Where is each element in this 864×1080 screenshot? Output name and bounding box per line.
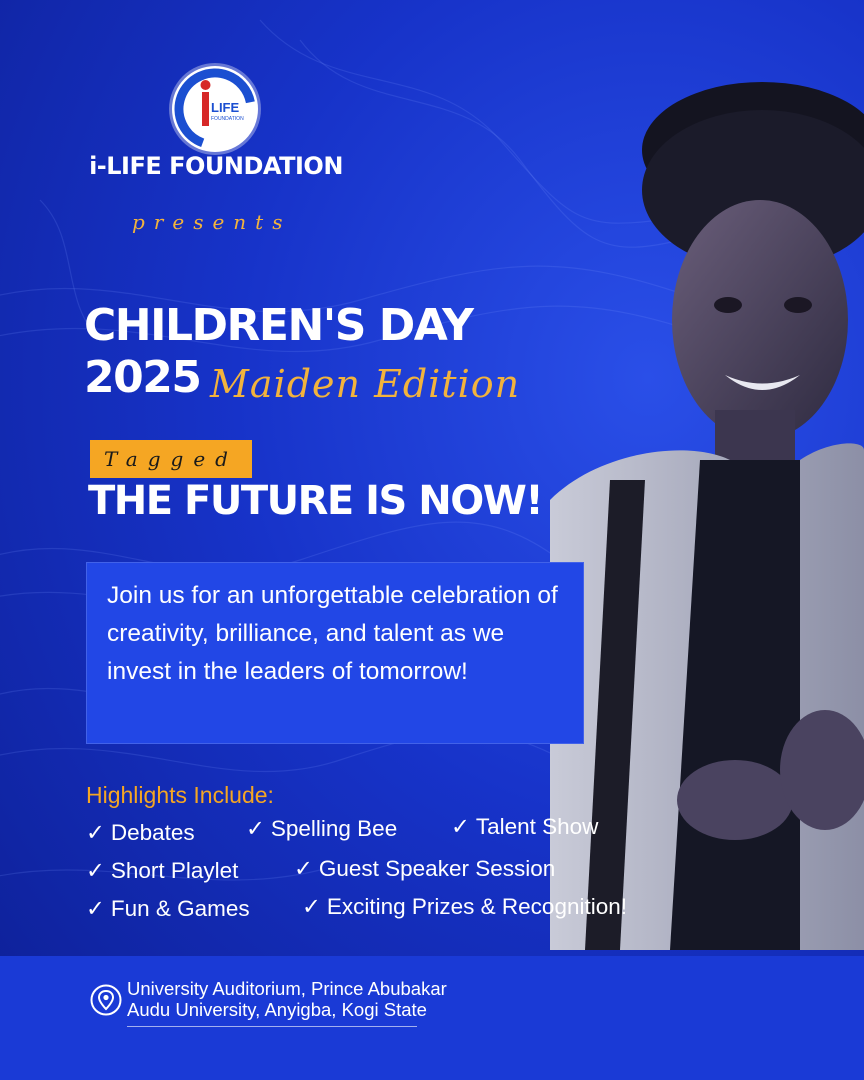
presents-text: presents bbox=[132, 210, 292, 234]
check-icon: ✓ bbox=[86, 858, 105, 883]
check-icon: ✓ bbox=[246, 816, 265, 841]
check-icon: ✓ bbox=[451, 814, 470, 839]
highlight-item: ✓ Fun & Games bbox=[86, 896, 250, 921]
venue-line-1: University Auditorium, Prince Abubakar bbox=[127, 978, 447, 999]
highlight-item: ✓ Exciting Prizes & Recognition! bbox=[302, 894, 627, 919]
event-title-line-2: 2025 bbox=[84, 352, 201, 403]
highlight-item: ✓ Debates bbox=[86, 820, 195, 845]
highlight-item: ✓ Spelling Bee bbox=[246, 816, 398, 841]
svg-text:LIFE: LIFE bbox=[211, 100, 240, 115]
description-box bbox=[86, 562, 584, 744]
organization-name: i-LIFE FOUNDATION bbox=[89, 152, 343, 180]
venue-line-2: Audu University, Anyigba, Kogi State bbox=[127, 999, 427, 1020]
tagged-badge: Tagged bbox=[90, 440, 252, 478]
check-icon: ✓ bbox=[294, 856, 313, 881]
footer-divider bbox=[127, 1026, 417, 1027]
highlight-item: ✓ Talent Show bbox=[451, 814, 599, 839]
venue-footer bbox=[0, 956, 864, 1080]
event-theme: THE FUTURE IS NOW! bbox=[88, 478, 543, 524]
highlights-title: Highlights Include: bbox=[86, 782, 274, 808]
check-icon: ✓ bbox=[86, 896, 105, 921]
event-title-line-1: CHILDREN'S DAY bbox=[84, 300, 473, 351]
check-icon: ✓ bbox=[86, 820, 105, 845]
location-pin-icon bbox=[90, 984, 122, 1016]
svg-text:FOUNDATION: FOUNDATION bbox=[211, 116, 244, 122]
edition-text: Maiden Edition bbox=[210, 362, 521, 406]
highlight-item: ✓ Short Playlet bbox=[86, 858, 239, 883]
description-text: Join us for an unforgettable celebration of creativity, brilliance, and talent as we invest in the leaders of tomorrow! bbox=[107, 582, 558, 685]
foundation-logo bbox=[172, 66, 258, 152]
venue-address bbox=[127, 978, 527, 1020]
highlight-item: ✓ Guest Speaker Session bbox=[294, 856, 556, 881]
check-icon: ✓ bbox=[302, 894, 321, 919]
